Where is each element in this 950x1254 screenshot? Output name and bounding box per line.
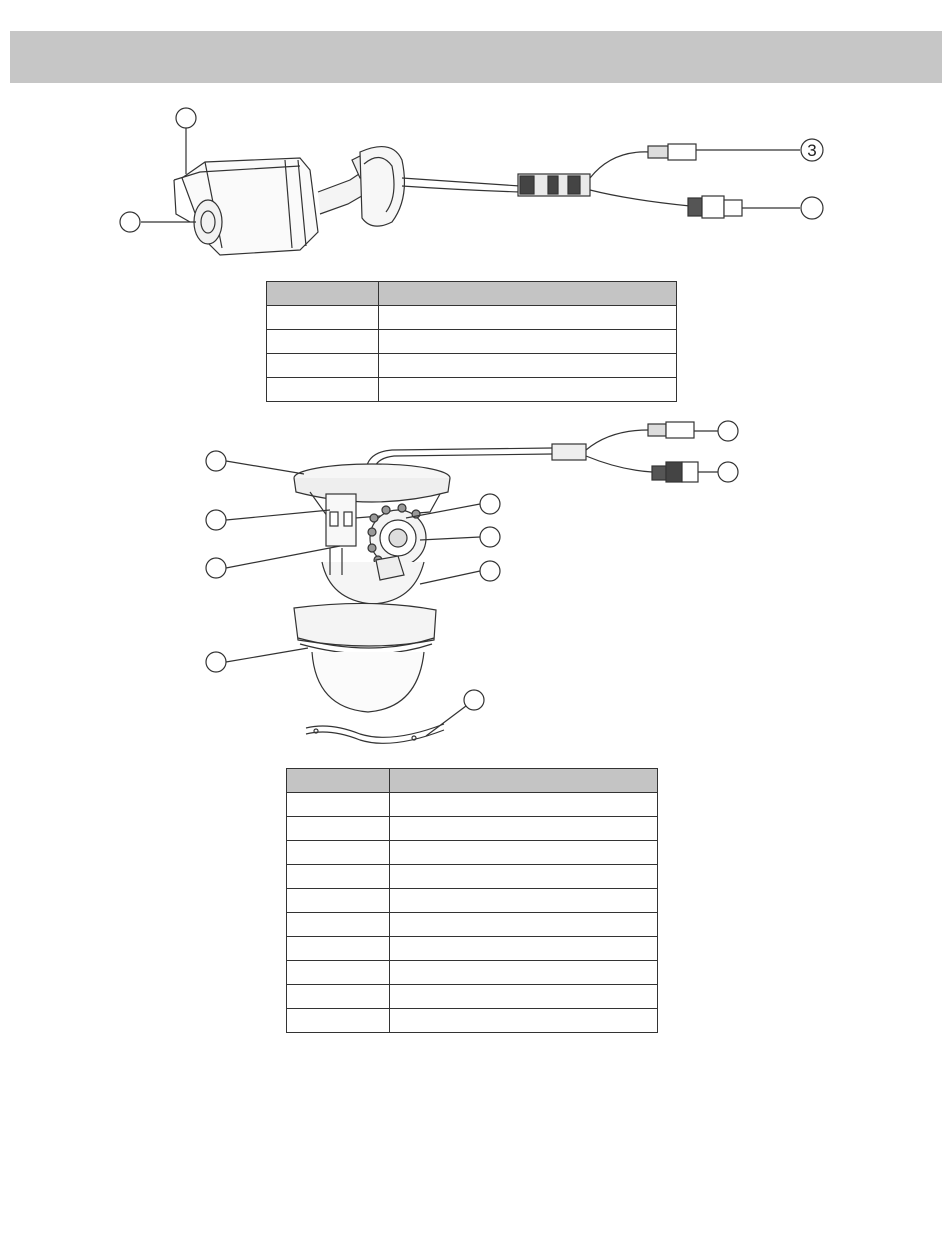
table-row [287,937,658,961]
table-row [287,865,658,889]
table-cell [287,865,390,889]
table-row [287,793,658,817]
table-cell [390,793,658,817]
callout-circle [464,690,484,710]
table-cell [390,937,658,961]
table-cell [287,961,390,985]
table-row [287,913,658,937]
table-row [287,961,658,985]
table-header-row [287,769,658,793]
callout-circle [718,421,738,441]
table-cell [390,865,658,889]
table-row [287,889,658,913]
table-header-cell [287,769,390,793]
dome-parts-table [286,768,658,1033]
table-row [287,985,658,1009]
table-cell [390,985,658,1009]
callout-circle [206,652,226,672]
table-cell [390,889,658,913]
table-header-cell [390,769,658,793]
callout-circle [718,462,738,482]
table-cell [287,1009,390,1033]
callout-circle [206,558,226,578]
table-cell [390,841,658,865]
table-cell [287,889,390,913]
table-cell [287,937,390,961]
callout-circle [480,561,500,581]
table-cell [287,817,390,841]
table-cell [287,985,390,1009]
table-row [287,841,658,865]
callout-circle [206,510,226,530]
callout-circle [206,451,226,471]
table-cell [390,817,658,841]
table-cell [287,841,390,865]
callout-circle [480,527,500,547]
table-cell [390,1009,658,1033]
callout-circle [480,494,500,514]
table-row [287,817,658,841]
table-cell [287,793,390,817]
table-cell [390,913,658,937]
table-cell [390,961,658,985]
table-row [287,1009,658,1033]
callout-label: 3 [807,141,817,160]
table-cell [287,913,390,937]
